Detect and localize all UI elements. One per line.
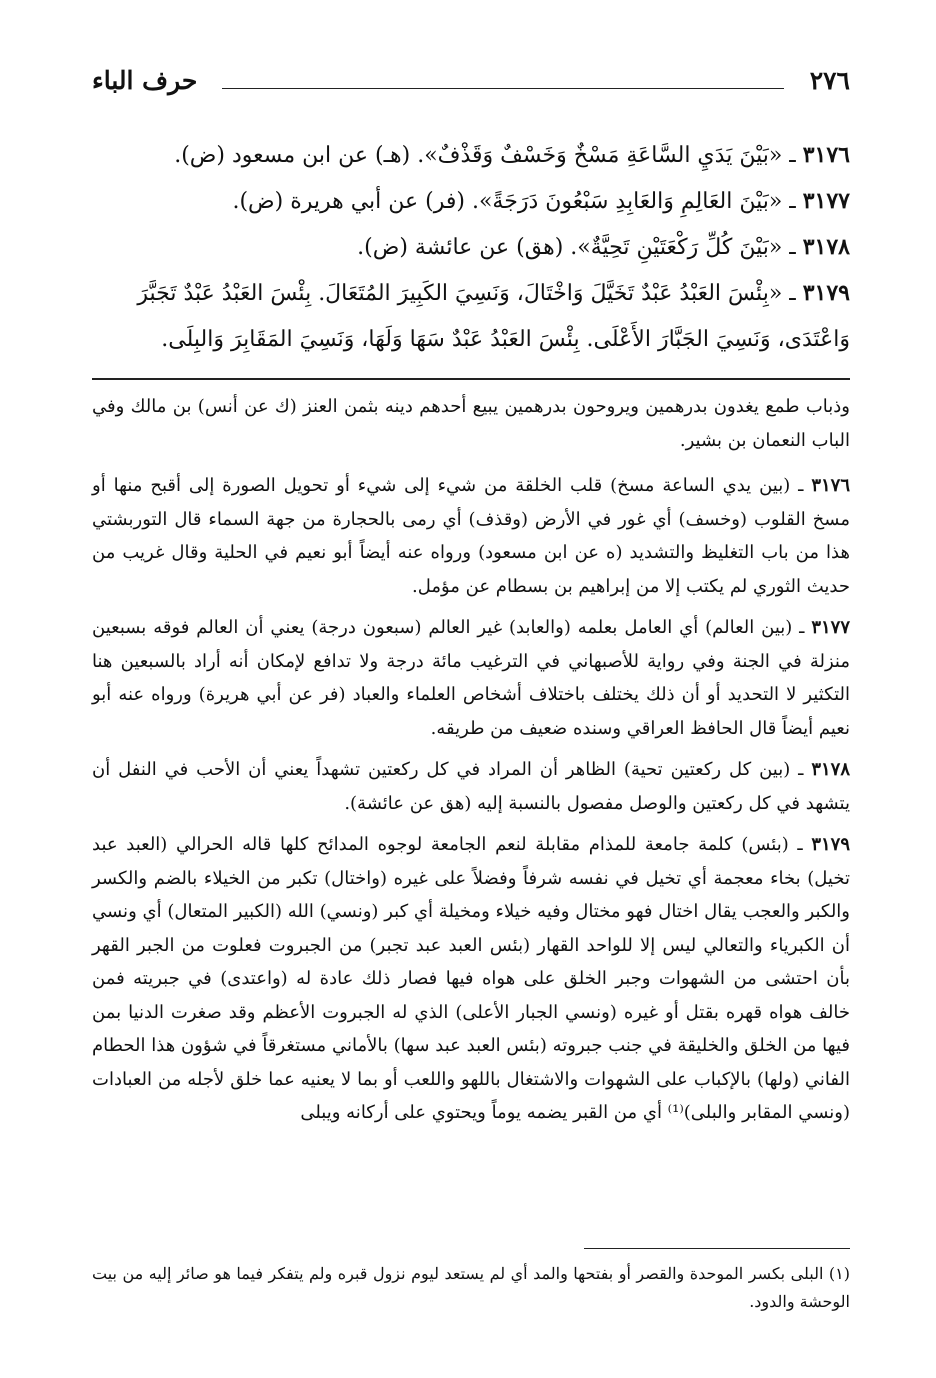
commentary-text: (بين كل ركعتين تحية) الظاهر أن المراد في كل ركعتين تشهداً يعني أن الأحب في النفل أن يتشهد في كل ركعتين والوصل مفصول بالنسبة إليه (هق عن عائشة). (92, 759, 850, 814)
hadith-3178: ٣١٧٨ ـ «بَيْنَ كُلِّ رَكْعَتَيْنِ تَحِيَّةٌ». (هق) عن عائشة (ض). (357, 234, 850, 260)
commentary-paragraph-3176: ٣١٧٦ ـ (بين يدي الساعة مسخ) قلب الخلقة من شيء إلى شيء أو تحويل الصورة إلى أقبح منها أو مسخ القلوب (وخسف) أي غور في الأرض (وقذف) أي رمى بالحجارة من جهة السماء قال التوربشتي هذا من باب التغليظ والتشديد (ه عن ابن مسعود) ورواه عنه أيضاً أبو نعيم في الحلية وقال غريب من حديث الثوري لم يكتب إلا من إبراهيم بن بسطام عن مؤمل. (92, 475, 851, 597)
hadith-3177: ٣١٧٧ ـ «بَيْنَ العَالِمِ وَالعَابِدِ سَبْعُونَ دَرَجَةً». (فر) عن أبي هريرة (ض). (232, 188, 850, 214)
footnote: (١) البلى بكسر الموحدة والقصر أو بفتحها والمد أي لم يستعد ليوم نزول قبره ولم يتفكر فيما هو صائر إليه من بيت الوحشة والدود. (92, 1264, 850, 1311)
hadith-3176: ٣١٧٦ ـ «بَيْنَ يَدَيِ السَّاعَةِ مَسْخٌ وَخَسْفٌ وَقَذْفٌ». (هـ) عن ابن مسعود (ض). (174, 142, 850, 168)
commentary-text: (بين العالم) أي العامل بعلمه (والعابد) غير العالم (سبعون درجة) يعني أن العالم فوقه بسبعين منزلة في الجنة وفي رواية للأصبهاني في الترغيب مائة درجة ولا تدافع لإمكان أنه أراد بالسبعين هنا التكثير لا التحديد أو أن ذلك يختلف باختلاف أشخاص العلماء والعباد (فر عن أبي هريرة) ورواه عنه أبو نعيم أيضاً قال الحافظ العراقي وسنده ضعيف من طريقه. (92, 617, 850, 739)
commentary (92, 390, 850, 1138)
hadith-number: ٣١٧٨ (802, 234, 850, 260)
hadith-text: «بَيْنَ كُلِّ رَكْعَتَيْنِ تَحِيَّةٌ». (هق) عن عائشة (ض). (357, 235, 783, 260)
commentary-text: (بئس) كلمة جامعة للمذام مقابلة لنعم الجامعة لوجوه المدائح كلها قاله الحرالي (العبد عبد تخيل) بخاء معجمة أي تخيل في نفسه شرفاً وفضلاً على غيره (واختال) تكبر من الخيلاء بالضم والكسر والكبر والعجب يقال اختال فهو مختال وفيه خيلاء ومخيلة أي كبر (ونسي) الله (الكبير المتعال) أي ونسي أن الكبرياء والتعالي ليس إلا للواحد القهار (بئس العبد عبد تجبر) من الجبروت فعلوت من الجبر القهر بأن احتشى من الشهوات وجبر الخلق على هواه فيها فصار ذلك عادة له (واعتدى) في جبريته فمن خالف هواه قهره بقتل أو غيره (ونسي الجبار الأعلى) الذي له الجبروت الأعظم وقد صغرت الدنيا بمن فيها من الخلق والخليقة في جنب جبروته (بئس العبد عبد سها) بالأماني مستغرقاً في شؤون هذا الحطام الفاني (ولها) بالإكباب على الشهوات والاشتغال باللهو واللعب أو بما لا يعنيه عما خلق لأجله من العبادات (ونسي المقابر والبلى)⁽¹⁾ أي من القبر يضمه يوماً ويحتوي على أركانه ويبلى (92, 834, 850, 1123)
commentary-number: ٣١٧٦ (811, 475, 851, 496)
hadith-number: ٣١٧٧ (802, 188, 850, 214)
hadith-text: «بِئْسَ العَبْدُ عَبْدٌ تَخَيَّلَ وَاخْتَالَ، وَنَسِيَ الكَبِيرَ المُتَعَالَ. بِئْسَ العَبْدُ عَبْدٌ تَجَبَّرَ وَاعْتَدَى، وَنَسِيَ الجَبَّارَ الأَعْلَى. بِئْسَ العَبْدُ عَبْدٌ سَهَا وَلَهَا، وَنَسِيَ المَقَابِرَ وَالبِلَى. (137, 281, 850, 352)
hadith-number: ٣١٧٩ (802, 280, 850, 306)
commentary-number: ٣١٧٧ (811, 617, 851, 638)
hadith-3179: ٣١٧٩ ـ «بِئْسَ العَبْدُ عَبْدٌ تَخَيَّلَ وَاخْتَالَ، وَنَسِيَ الكَبِيرَ المُتَعَالَ. بِئْسَ العَبْدُ عَبْدٌ تَجَبَّرَ وَاعْتَدَى، وَنَسِيَ الجَبَّارَ الأَعْلَى. بِئْسَ العَبْدُ عَبْدٌ سَهَا وَلَهَا، وَنَسِيَ المَقَابِرَ وَالبِلَى. (137, 280, 850, 352)
hadith-number: ٣١٧٦ (802, 142, 850, 168)
footnote-separator (584, 1248, 850, 1249)
commentary-paragraph-3178: ٣١٧٨ ـ (بين كل ركعتين تحية) الظاهر أن المراد في كل ركعتين تشهداً يعني أن الأحب في النفل أن يتشهد في كل ركعتين والوصل مفصول بالنسبة إليه (هق عن عائشة). (92, 759, 850, 814)
commentary-paragraph-3177: ٣١٧٧ ـ (بين العالم) أي العامل بعلمه (والعابد) غير العالم (سبعون درجة) يعني أن العالم فوقه بسبعين منزلة في الجنة وفي رواية للأصبهاني في الترغيب مائة درجة ولا تدافع لإمكان أنه أراد بالسبعين هنا التكثير لا التحديد أو أن ذلك يختلف باختلاف أشخاص العلماء والعباد (فر عن أبي هريرة) ورواه عنه أبو نعيم أيضاً قال الحافظ العراقي وسنده ضعيف من طريقه. (92, 617, 851, 739)
header-rule (222, 88, 784, 89)
chapter-title: حرف الباء (92, 66, 198, 95)
text-commentary-separator (92, 378, 850, 380)
hadith-text: «بَيْنَ العَالِمِ وَالعَابِدِ سَبْعُونَ دَرَجَةً». (فر) عن أبي هريرة (ض). (232, 189, 783, 214)
commentary-number: ٣١٧٨ (811, 759, 850, 780)
commentary-paragraph-3179: ٣١٧٩ ـ (بئس) كلمة جامعة للمذام مقابلة لنعم الجامعة لوجوه المدائح كلها قاله الحرالي (العبد عبد تخيل) بخاء معجمة أي تخيل في نفسه شرفاً وفضلاً على غيره (واختال) تكبر من الخيلاء بالضم والكسر والكبر والعجب يقال اختال فهو مختال وفيه خيلاء ومخيلة أي كبر (ونسي) الله (الكبير المتعال) أي ونسي أن الكبرياء والتعالي ليس إلا للواحد القهار (بئس العبد عبد تجبر) من الجبروت فعلوت من الجبر القهر بأن احتشى من الشهوات وجبر الخلق على هواه فيها فصار ذلك عادة له (واعتدى) في جبريته فمن خالف هواه قهره بقتل أو غيره (ونسي الجبار الأعلى) الذي له الجبروت الأعظم وقد صغرت الدنيا بمن فيها من الخلق والخليقة في جنب جبروته (بئس العبد عبد سها) بالأماني مستغرقاً في شؤون هذا الحطام الفاني (ولها) بالإكباب على الشهوات والاشتغال باللهو واللعب أو بما لا يعنيه عما خلق لأجله من العبادات (ونسي المقابر والبلى)⁽¹⁾ أي من القبر يضمه يوماً ويحتوي على أركانه ويبلى (92, 834, 850, 1123)
page-number: ٢٧٦ (809, 66, 850, 95)
commentary-text: (بين يدي الساعة مسخ) قلب الخلقة من شيء إلى شيء أو تحويل الصورة إلى أقبح منها أو مسخ القلوب (وخسف) أي غور في الأرض (وقذف) أي رمى بالحجارة من جهة السماء قال التوربشتي هذا من باب التغليظ والتشديد (ه عن ابن مسعود) ورواه عنه أيضاً أبو نعيم في الحلية وقال غريب من حديث الثوري لم يكتب إلا من إبراهيم بن بسطام عن مؤمل. (92, 475, 850, 597)
hadith-text: «بَيْنَ يَدَيِ السَّاعَةِ مَسْخٌ وَخَسْفٌ وَقَذْفٌ». (هـ) عن ابن مسعود (ض). (174, 143, 783, 168)
commentary-intro: وذباب طمع يغدون بدرهمين ويروحون بدرهمين يبيع أحدهم دينه بثمن العنز (ك عن أنس) بن مالك وفي الباب النعمان بن بشير. (92, 396, 850, 451)
commentary-number: ٣١٧٩ (811, 834, 850, 855)
page-header (92, 66, 850, 100)
